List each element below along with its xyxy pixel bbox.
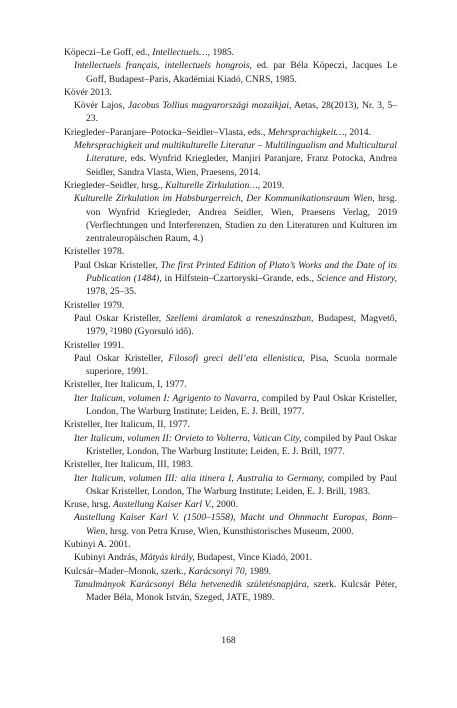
bibliography-entry	[64, 538, 397, 565]
bibliography-entry	[64, 565, 397, 605]
bibliography-entry	[64, 418, 397, 458]
entry-key: Kriegleder–Paranjare–Potocka–Seidler–Vlasta, eds., Mehrsprachigkeit…, 2014.	[64, 126, 371, 138]
entry-reference: Paul Oskar Kristeller, Szellemi áramlatok a reneszánszban, Budapest, Magvető, 1979, ²1980 (Gyorsuló idő).	[74, 312, 397, 338]
bibliography-entry	[64, 245, 397, 298]
entry-reference: Intellectuels français, intellectuels hongrois, ed. par Béla Köpeczi, Jacques Le Goff, Budapest–Paris, Akadémiai Kiadó, CNRS, 1985.	[74, 60, 397, 85]
entry-reference: Iter Italicum, volumen II: Orvieto to Volterra, Vatican City, compiled by Paul Oskar Kristeller, London, The Warburg Institute; Leiden, E. J. Brill, 1977.	[74, 432, 397, 457]
bibliography-entry	[64, 458, 397, 498]
entry-reference: Kulturelle Zirkulation im Habsburgerreich, Der Kommunikationsraum Wien, hrsg. von Wynfrid Kriegleder, Andrea Seidler, Wien, Praesens Verlag, 2019 (Verflechtungen und Interferenzen, Studien zu den Literaturen und Kulturen im zentraleuropäischen Raum, 4.)	[74, 193, 397, 245]
entry-reference: Iter Italicum, volumen I: Agrigento to Navarra, compiled by Paul Oskar Kristeller, London, The Warburg Institute; Leiden, E. J. Brill, 1977.	[74, 392, 398, 418]
bibliography-entry	[64, 46, 397, 86]
entry-key: Kriegleder–Seidler, hrsg., Kulturelle Zirkulation…, 2019.	[64, 179, 285, 191]
entry-reference: Paul Oskar Kristeller, The first Printed Edition of Plato’s Works and the Date of its Publication (1484), in Hilfstein–Czartoryski–Grande, eds., Science and History, 1978, 25–35.	[74, 259, 398, 298]
bibliography-entry	[64, 299, 397, 339]
bibliography-entry	[64, 126, 397, 179]
entry-reference: Tanulmányok Karácsonyi Béla hetvenedik születésnapjára, szerk. Kulcsár Péter, Mader Béla, Monok István, Szeged, JATE, 1989.	[74, 578, 397, 604]
entry-key: Kristeller, Iter Italicum, I, 1977.	[64, 379, 187, 391]
page-number: 168	[221, 635, 236, 646]
entry-key: Köpeczi–Le Goff, ed., Intellectuels…, 1985.	[64, 47, 235, 58]
entry-reference: Austellung Kaiser Karl V. (1500–1558), Macht und Ohnmacht Europas, Bonn–Wien, hrsg. von Petra Kruse, Wien, Kunsthistorisches Museum, 2000.	[74, 512, 397, 537]
entry-key: Kristeller, Iter Italicum, III, 1983.	[64, 459, 194, 471]
entry-key: Kristeller, Iter Italicum, II, 1977.	[64, 419, 190, 431]
entry-key: Kulcsár–Mader–Monok, szerk., Karácsonyi 70, 1989.	[64, 565, 272, 577]
entry-key: Kövér 2013.	[64, 86, 112, 98]
entry-reference: Paul Oskar Kristeller, Filosofi greci dell’eta ellenistica, Pisa, Scuola normale superiore, 1991.	[74, 352, 397, 378]
entry-reference: Iter Italicum, volumen III: alia itinera I, Australia to Germany, compiled by Paul Oskar Kristeller, London, The Warburg Institute; Leiden, E. J. Brill, 1983.	[74, 472, 397, 497]
entry-reference: Kövér Lajos, Jacobus Tollius magyarországi mozaikjai, Aetas, 28(2013), Nr. 3, 5–23.	[74, 100, 397, 125]
entry-key: Kristeller 1978.	[64, 246, 125, 258]
bibliography-entry	[64, 339, 397, 379]
entry-reference: Kubinyi András, Mátyás király, Budapest, Vince Kiadó, 2001.	[74, 552, 313, 564]
entry-key: Kristeller 1991.	[64, 339, 125, 351]
entry-key: Kristeller 1979.	[64, 299, 125, 311]
bibliography-entry	[64, 498, 397, 538]
entry-reference: Mehrsprachigkeit und multikulturelle Literatur – Multilingualism and Multicultural Literature, eds. Wynfrid Kriegleder, Manjiri Paranjare, Franz Potocka, Andrea Seidler, Sandra Vlasta, Wien, Praesens, 2014.	[74, 140, 397, 178]
bibliography-list	[64, 46, 397, 604]
bibliography-entry	[64, 378, 397, 418]
entry-key: Kruse, hrsg. Austellung Kaiser Karl V., 2000.	[64, 499, 238, 511]
bibliography-entry	[64, 86, 397, 126]
entry-key: Kubinyi A. 2001.	[64, 538, 131, 550]
bibliography-entry	[64, 179, 397, 245]
